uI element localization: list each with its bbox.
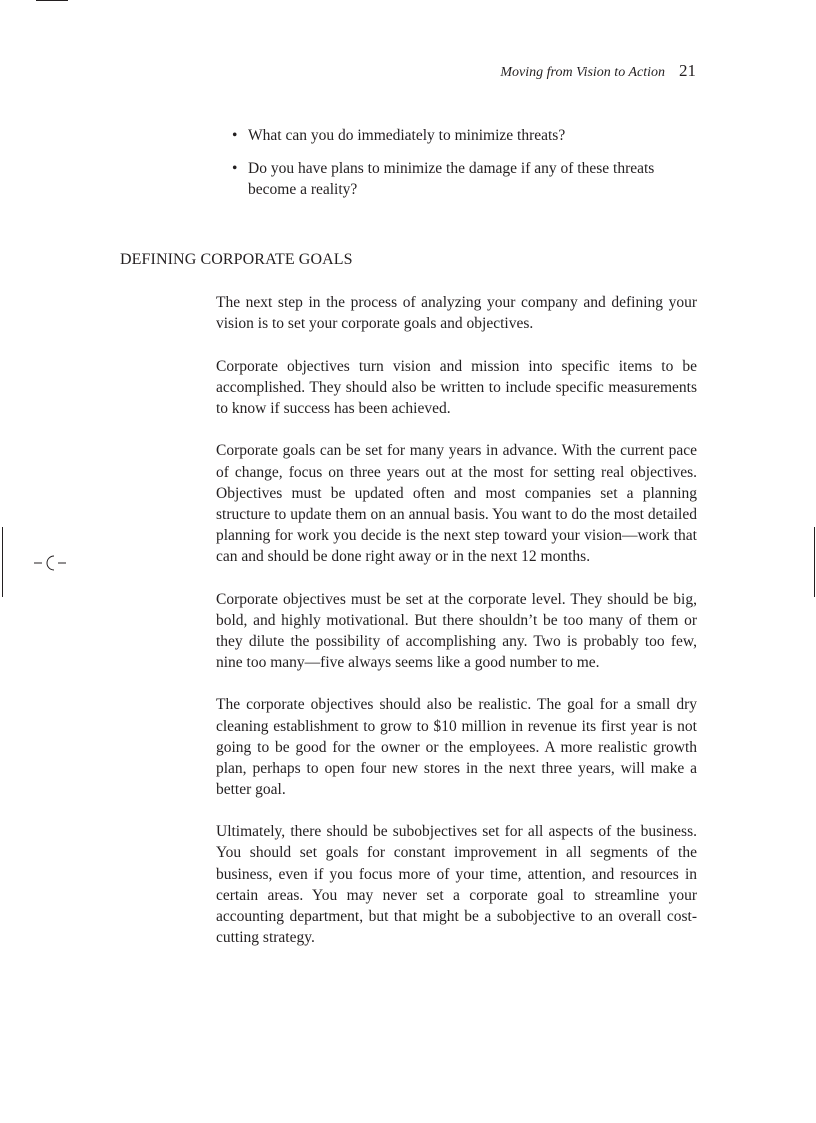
bullet-text: Do you have plans to minimize the damage if any of these threats become a reality? [248, 160, 655, 198]
paragraph: Ultimately, there should be subobjectives set for all aspects of the business. You should set goals for constant improvement in all segments of the business, even if you focus more of your time, attention, and resources in certain areas. You may never set a corporate goal to streamline your accounting department, but that might be a subobjective to an overall cost-cutting strategy. [216, 823, 697, 946]
trim-line-left [2, 527, 3, 597]
bullet-list [232, 125, 692, 212]
page-number: 21 [679, 61, 696, 80]
body-text [216, 292, 697, 969]
paragraph: The next step in the process of analyzing your company and defining your vision is to set your corporate goals and objectives. [216, 294, 697, 333]
paragraph: Corporate objectives turn vision and mission into specific items to be accomplished. They should also be written to include specific measurements to know if success has been achieved. [216, 357, 697, 417]
running-title: Moving from Vision to Action [500, 65, 665, 80]
running-header [500, 61, 696, 83]
bullet-item [232, 158, 692, 200]
bullet-item [232, 125, 692, 146]
paragraph: Corporate objectives must be set at the corporate level. They should be big, bold, and highly motivational. But there shouldn’t be too many of them or they dilute the possibility of accomplishing any. Two is probably too few, nine too many—five always seems like a good number to me. [216, 590, 697, 671]
bullet-text: What can you do immediately to minimize threats? [248, 127, 566, 144]
trim-line-right [814, 527, 815, 597]
section-heading: DEFINING CORPORATE GOALS [120, 251, 353, 268]
registration-mark-icon [30, 553, 70, 573]
bullet-icon: • [232, 127, 238, 144]
paragraph: Corporate goals can be set for many years in advance. With the current pace of change, focus on three years out at the most for setting real objectives. Objectives must be updated often and most companies set a planning structure to update them on an annual basis. You want to do the most detailed planning for work you decide is the next step toward your vision—work that can and should be done right away or in the next 12 months. [216, 442, 697, 565]
crop-mark-top [36, 0, 68, 1]
bullet-icon: • [232, 160, 238, 177]
paragraph: The corporate objectives should also be realistic. The goal for a small dry cleaning establishment to grow to $10 million in revenue its first year is not going to be good for the owner or the employees. A more realistic growth plan, perhaps to open four new stores in the next three years, will make a better goal. [216, 696, 697, 798]
